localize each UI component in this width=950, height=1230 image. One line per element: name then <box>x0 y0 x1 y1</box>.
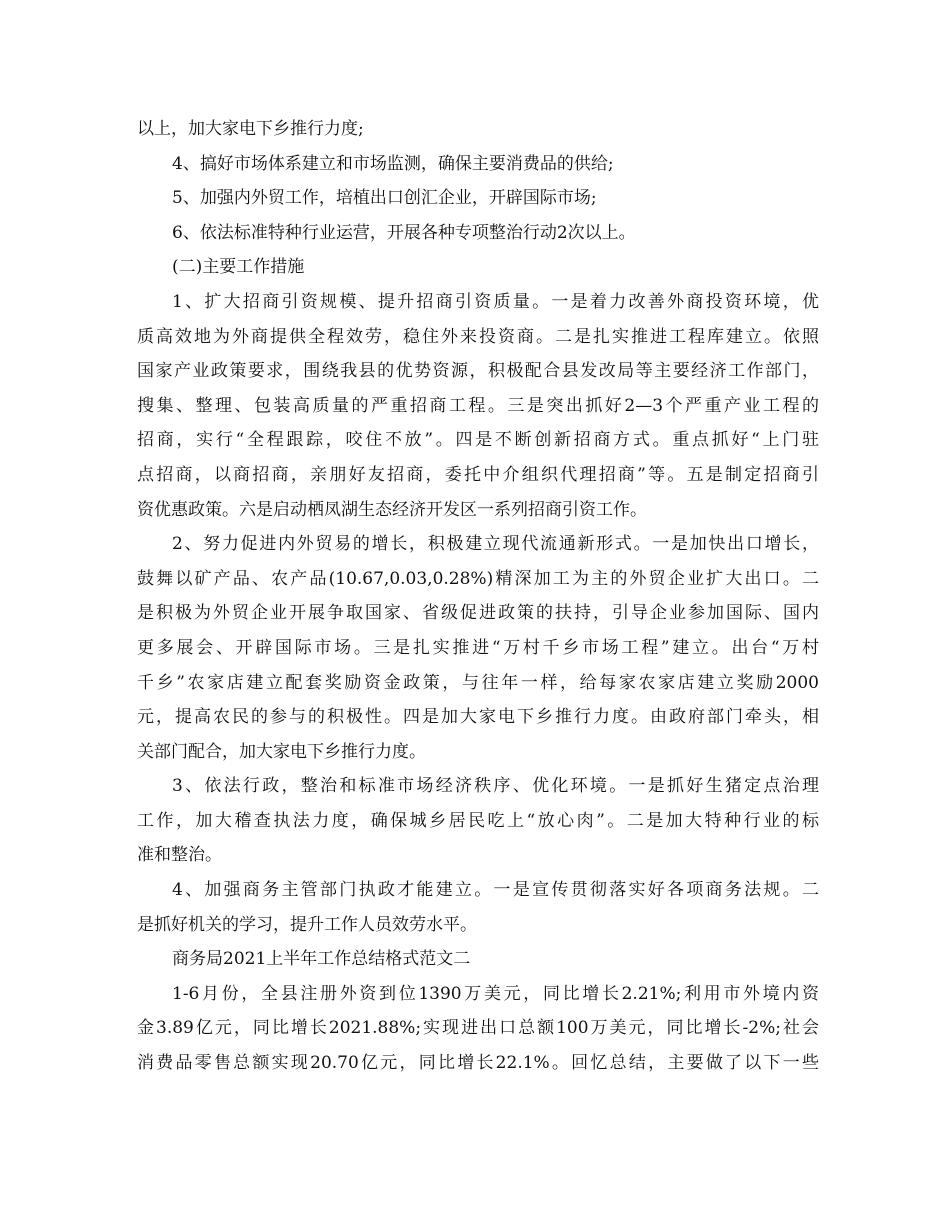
text-line: 4、搞好市场体系建立和市场监测，确保主要消费品的供给; <box>172 153 614 174</box>
text-line: 元，提高农民的参与的积极性。四是加大家电下乡推行力度。由政府部门牵头，相 <box>137 707 819 728</box>
text-line: 2、努力促进内外贸易的增长，积极建立现代流通新形式。一是加快出口增长， <box>172 534 819 555</box>
text-line: 点招商，以商招商，亲朋好友招商，委托中介组织代理招商”等。五是制定招商引 <box>137 464 819 485</box>
text-line: 以上，加大家电下乡推行力度; <box>137 119 364 139</box>
text-line: 6、依法标准特种行业运营，开展各种专项整治行动2次以上。 <box>172 222 636 243</box>
text-line: 1-6月份，全县注册外资到位1390万美元，同比增长2.21%;利用市外境内资 <box>172 983 819 1004</box>
text-line: 千乡”农家店建立配套奖励资金政策，与往年一样，给每家农家店建立奖励2000 <box>137 672 819 693</box>
text-line: 5、加强内外贸工作，培植出口创汇企业，开辟国际市场; <box>172 188 597 209</box>
text-line: 资优惠政策。六是启动栖凤湖生态经济开发区一系列招商引资工作。 <box>137 499 647 520</box>
text-line: 招商，实行“全程跟踪，咬住不放”。四是不断创新招商方式。重点抓好“上门驻 <box>137 430 819 451</box>
document-body <box>137 112 819 1081</box>
text-line: 3、依法行政，整治和标准市场经济秩序、优化环境。一是抓好生猪定点治理 <box>172 776 819 797</box>
text-line: 是抓好机关的学习，提升工作人员效劳水平。 <box>137 914 477 935</box>
text-line: 更多展会、开辟国际市场。三是扎实推进“万村千乡市场工程”建立。出台“万村 <box>137 637 819 658</box>
text-line: 1、扩大招商引资规模、提升招商引资质量。一是着力改善外商投资环境，优 <box>172 291 819 312</box>
text-line: 4、加强商务主管部门执政才能建立。一是宣传贯彻落实好各项商务法规。二 <box>172 880 819 901</box>
section-title: 商务局2021上半年工作总结格式范文二 <box>172 949 471 970</box>
text-line: 鼓舞以矿产品、农产品(10.67,0.03,0.28%)精深加工为主的外贸企业扩大出口。二 <box>137 568 819 589</box>
text-line: 工作，加大稽查执法力度，确保城乡居民吃上“放心肉”。二是加大特种行业的标 <box>137 810 819 831</box>
text-line: 准和整治。 <box>137 845 222 866</box>
text-line: 国家产业政策要求，围绕我县的优势资源，积极配合县发改局等主要经济工作部门， <box>137 361 819 382</box>
text-line: 质高效地为外商提供全程效劳，稳住外来投资商。二是扎实推进工程库建立。依照 <box>137 326 819 347</box>
text-line: 是积极为外贸企业开展争取国家、省级促进政策的扶持，引导企业参加国际、国内 <box>137 603 819 624</box>
text-line: 搜集、整理、包装高质量的严重招商工程。三是突出抓好2—3个严重产业工程的 <box>137 395 819 416</box>
text-line: 金3.89亿元，同比增长2021.88%;实现进出口总额100万美元，同比增长-2%;社会 <box>137 1018 819 1039</box>
section-heading: (二)主要工作措施 <box>172 257 305 278</box>
text-line: 消费品零售总额实现20.70亿元，同比增长22.1%。回忆总结，主要做了以下一些 <box>137 1053 819 1074</box>
text-line: 关部门配合，加大家电下乡推行力度。 <box>137 741 426 762</box>
